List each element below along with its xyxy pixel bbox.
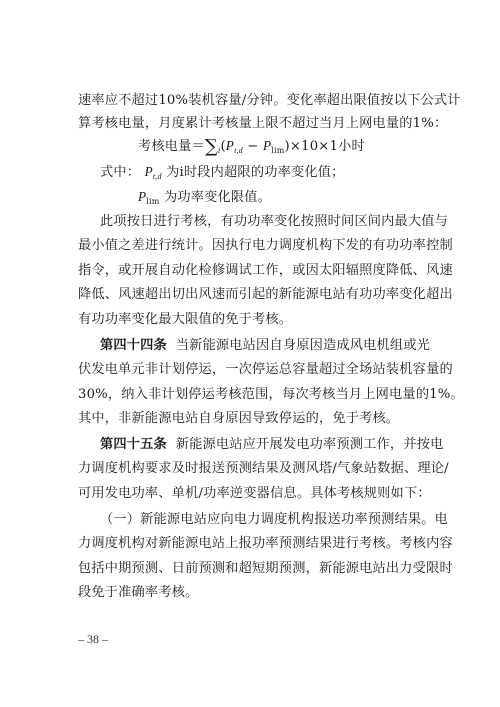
where2-sub: lim — [146, 197, 160, 206]
page-number: – 38 – — [78, 632, 108, 646]
text-line: （一）新能源电站应向电力调度机构报送功率预测结果。电 — [100, 512, 449, 527]
where-prefix: 式中： — [100, 165, 141, 180]
formula-sub-i: i — [218, 146, 221, 155]
text-line: 最小值之差进行统计。因执行电力调度机构下发的有功功率控制 — [78, 238, 453, 253]
where-line-2 — [138, 188, 488, 211]
formula-p2: P — [262, 138, 272, 153]
formula-label: 考核电量＝ — [138, 139, 205, 154]
article-44-title: 第四十四条 — [100, 338, 167, 353]
assessment-formula — [138, 137, 398, 160]
text-line: 速率应不超过10%装机容量/分钟。变化率超出限值按以下公式计 — [78, 93, 461, 108]
where1-sub: t,d — [152, 172, 162, 181]
where1-p: P — [144, 164, 153, 179]
article-44-text: 当新能源电站因自身原因造成风电机组或光 — [175, 338, 431, 353]
where-line-1 — [100, 163, 450, 186]
text-line: 可用发电功率、单机/功率逆变器信息。具体考核规则如下： — [78, 486, 431, 501]
text-line: 力调度机构对新能源电站上报功率预测结果进行考核。考核内容 — [78, 536, 453, 551]
article-45-first-line — [100, 436, 444, 454]
formula-sub-lim: lim — [271, 146, 285, 155]
sum-symbol: ∑ — [204, 136, 218, 157]
text-line: 其中，非新能源电站自身原因导致停运的，免于考核。 — [78, 411, 400, 426]
formula-rest: )×10×1小时 — [284, 139, 365, 154]
text-line: 降低、风速超出切出风速而引起的新能源电站有功功率变化超出 — [78, 287, 453, 302]
formula-minus: − — [242, 139, 263, 154]
text-line: 算考核电量，月度累计考核量上限不超过当月上网电量的1%： — [78, 116, 448, 131]
text-line: 此项按日进行考核，有功功率变化按照时间区间内最大值与 — [100, 214, 449, 229]
where2-text: 为功率变化限值。 — [163, 190, 272, 205]
text-line: 30%，纳入非计划停运考核范围，每次考核当月上网电量的1%。 — [78, 387, 464, 402]
text-line: 指令，或开展自动化检修调试工作，或因太阳辐照度降低、风速 — [78, 263, 453, 278]
text-line: 包括中期预测、日前预测和超短期预测，新能源电站出力受限时 — [78, 561, 453, 576]
article-44-first-line — [100, 337, 431, 355]
text-line: 有功功率变化最大限值的免于考核。 — [78, 312, 293, 327]
text-line: 伏发电单元非计划停运，一次停运总容量超过全场站装机容量的 — [78, 362, 453, 377]
formula-open: ( — [220, 139, 226, 154]
where1-text: 为i时段内超限的功率变化值； — [166, 165, 345, 180]
article-45-title: 第四十五条 — [100, 437, 167, 452]
formula-sub-td: t,d — [234, 146, 243, 155]
text-line: 力调度机构要求及时报送预测结果及测风塔/气象站数据、理论/ — [78, 461, 449, 476]
where2-p: P — [138, 189, 147, 204]
formula-p: P — [225, 138, 235, 153]
article-45-text: 新能源电站应开展发电功率预测工作，并按电 — [175, 437, 444, 452]
text-line: 段免于准确率考核。 — [78, 585, 199, 600]
